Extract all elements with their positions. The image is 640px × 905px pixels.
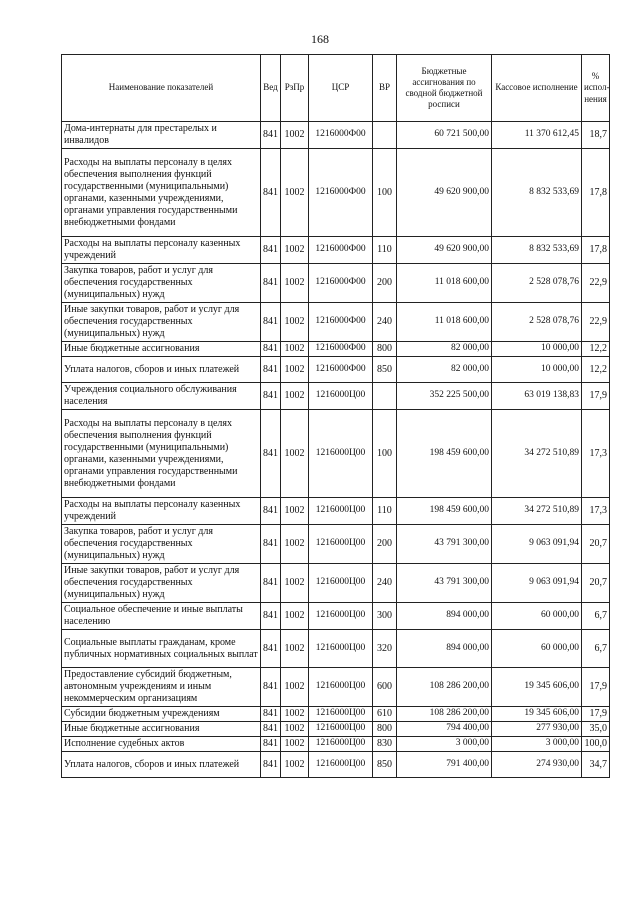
table-row — [62, 264, 610, 303]
cell-rzpr: 1002 — [281, 752, 309, 778]
cell-plan: 49 620 900,00 — [397, 149, 492, 237]
table-row — [62, 752, 610, 778]
cell-vr: 320 — [373, 630, 397, 668]
cell-plan: 60 721 500,00 — [397, 122, 492, 149]
header-vr: ВР — [373, 55, 397, 122]
cell-name: Уплата налогов, сборов и иных платежей — [62, 357, 261, 383]
cell-vr: 240 — [373, 564, 397, 603]
cell-plan: 82 000,00 — [397, 357, 492, 383]
cell-rzpr: 1002 — [281, 564, 309, 603]
cell-ved: 841 — [261, 525, 281, 564]
cell-plan: 791 400,00 — [397, 752, 492, 778]
cell-percent: 17,8 — [582, 149, 610, 237]
cell-ved: 841 — [261, 564, 281, 603]
cell-plan: 3 000,00 — [397, 737, 492, 752]
cell-vr: 300 — [373, 603, 397, 630]
cell-fact: 19 345 606,00 — [492, 668, 582, 707]
cell-plan: 11 018 600,00 — [397, 303, 492, 342]
cell-csr: 1216000Ц00 — [309, 707, 373, 722]
cell-rzpr: 1002 — [281, 498, 309, 525]
cell-percent: 17,9 — [582, 383, 610, 410]
cell-percent: 17,3 — [582, 410, 610, 498]
cell-ved: 841 — [261, 630, 281, 668]
cell-csr: 1216000Ц00 — [309, 525, 373, 564]
table-row — [62, 525, 610, 564]
header-csr: ЦСР — [309, 55, 373, 122]
cell-vr — [373, 122, 397, 149]
cell-ved: 841 — [261, 752, 281, 778]
cell-percent: 22,9 — [582, 303, 610, 342]
header-plan: Бюджетные ассигнования по сводной бюджетной росписи — [397, 55, 492, 122]
cell-name: Социальное обеспечение и иные выплаты населению — [62, 603, 261, 630]
cell-vr: 240 — [373, 303, 397, 342]
table-row — [62, 737, 610, 752]
table-header-row — [62, 55, 610, 122]
cell-rzpr: 1002 — [281, 357, 309, 383]
cell-csr: 1216000Ц00 — [309, 383, 373, 410]
cell-fact: 2 528 078,76 — [492, 264, 582, 303]
cell-csr: 1216000Ц00 — [309, 737, 373, 752]
cell-ved: 841 — [261, 603, 281, 630]
cell-fact: 274 930,00 — [492, 752, 582, 778]
cell-fact: 3 000,00 — [492, 737, 582, 752]
cell-csr: 1216000Ц00 — [309, 564, 373, 603]
cell-percent: 20,7 — [582, 564, 610, 603]
cell-ved: 841 — [261, 668, 281, 707]
cell-vr: 100 — [373, 149, 397, 237]
cell-name: Закупка товаров, работ и услуг для обеспечения государственных (муниципальных) нужд — [62, 525, 261, 564]
cell-vr: 200 — [373, 525, 397, 564]
cell-csr: 1216000Ф00 — [309, 357, 373, 383]
cell-percent: 17,9 — [582, 668, 610, 707]
cell-csr: 1216000Ц00 — [309, 498, 373, 525]
cell-percent: 17,9 — [582, 707, 610, 722]
table-row — [62, 383, 610, 410]
cell-fact: 10 000,00 — [492, 357, 582, 383]
table-row — [62, 668, 610, 707]
cell-percent: 12,2 — [582, 342, 610, 357]
cell-ved: 841 — [261, 149, 281, 237]
cell-csr: 1216000Ц00 — [309, 722, 373, 737]
cell-rzpr: 1002 — [281, 303, 309, 342]
cell-plan: 11 018 600,00 — [397, 264, 492, 303]
cell-plan: 198 459 600,00 — [397, 410, 492, 498]
cell-ved: 841 — [261, 357, 281, 383]
cell-fact: 277 930,00 — [492, 722, 582, 737]
cell-plan: 894 000,00 — [397, 630, 492, 668]
cell-rzpr: 1002 — [281, 383, 309, 410]
header-name: Наименование показателей — [62, 55, 261, 122]
cell-percent: 6,7 — [582, 603, 610, 630]
cell-csr: 1216000Ф00 — [309, 149, 373, 237]
cell-name: Социальные выплаты гражданам, кроме публичных нормативных социальных выплат — [62, 630, 261, 668]
cell-plan: 43 791 300,00 — [397, 564, 492, 603]
cell-name: Субсидии бюджетным учреждениям — [62, 707, 261, 722]
cell-csr: 1216000Ц00 — [309, 410, 373, 498]
cell-fact: 11 370 612,45 — [492, 122, 582, 149]
cell-csr: 1216000Ф00 — [309, 303, 373, 342]
header-ved: Вед — [261, 55, 281, 122]
cell-rzpr: 1002 — [281, 237, 309, 264]
cell-ved: 841 — [261, 383, 281, 410]
cell-rzpr: 1002 — [281, 122, 309, 149]
cell-ved: 841 — [261, 722, 281, 737]
cell-percent: 20,7 — [582, 525, 610, 564]
cell-name: Предоставление субсидий бюджетным, автономным учреждениям и иным некоммерческим организациям — [62, 668, 261, 707]
cell-plan: 108 286 200,00 — [397, 707, 492, 722]
cell-percent: 35,0 — [582, 722, 610, 737]
cell-rzpr: 1002 — [281, 722, 309, 737]
cell-csr: 1216000Ц00 — [309, 603, 373, 630]
cell-name: Иные бюджетные ассигнования — [62, 722, 261, 737]
cell-ved: 841 — [261, 737, 281, 752]
cell-fact: 2 528 078,76 — [492, 303, 582, 342]
cell-csr: 1216000Ф00 — [309, 264, 373, 303]
cell-ved: 841 — [261, 303, 281, 342]
cell-percent: 17,8 — [582, 237, 610, 264]
cell-vr: 800 — [373, 722, 397, 737]
cell-vr: 110 — [373, 237, 397, 264]
cell-rzpr: 1002 — [281, 737, 309, 752]
header-rzpr: РзПр — [281, 55, 309, 122]
table-row — [62, 122, 610, 149]
cell-plan: 894 000,00 — [397, 603, 492, 630]
table-row — [62, 564, 610, 603]
page-number: 168 — [311, 32, 329, 46]
cell-percent: 6,7 — [582, 630, 610, 668]
cell-vr: 610 — [373, 707, 397, 722]
cell-percent: 12,2 — [582, 357, 610, 383]
cell-rzpr: 1002 — [281, 149, 309, 237]
cell-percent: 17,3 — [582, 498, 610, 525]
cell-vr: 850 — [373, 357, 397, 383]
cell-fact: 34 272 510,89 — [492, 410, 582, 498]
table-row — [62, 149, 610, 237]
cell-fact: 34 272 510,89 — [492, 498, 582, 525]
cell-plan: 82 000,00 — [397, 342, 492, 357]
table-row — [62, 603, 610, 630]
cell-fact: 9 063 091,94 — [492, 525, 582, 564]
cell-rzpr: 1002 — [281, 342, 309, 357]
cell-fact: 60 000,00 — [492, 603, 582, 630]
budget-table — [61, 54, 610, 778]
cell-rzpr: 1002 — [281, 707, 309, 722]
cell-ved: 841 — [261, 342, 281, 357]
cell-rzpr: 1002 — [281, 410, 309, 498]
cell-name: Иные закупки товаров, работ и услуг для обеспечения государственных (муниципальных) нужд — [62, 303, 261, 342]
cell-csr: 1216000Ц00 — [309, 668, 373, 707]
cell-percent: 22,9 — [582, 264, 610, 303]
table-row — [62, 342, 610, 357]
table-row — [62, 410, 610, 498]
cell-ved: 841 — [261, 498, 281, 525]
cell-plan: 49 620 900,00 — [397, 237, 492, 264]
cell-percent: 100,0 — [582, 737, 610, 752]
cell-vr: 800 — [373, 342, 397, 357]
cell-csr: 1216000Ц00 — [309, 752, 373, 778]
cell-vr: 100 — [373, 410, 397, 498]
cell-vr — [373, 383, 397, 410]
cell-fact: 8 832 533,69 — [492, 149, 582, 237]
cell-fact: 60 000,00 — [492, 630, 582, 668]
cell-name: Расходы на выплаты персоналу в целях обеспечения выполнения функций государственными (муниципальными) органами, казенными учреждениями, органами управления государственными внебюджетными фондами — [62, 410, 261, 498]
cell-name: Уплата налогов, сборов и иных платежей — [62, 752, 261, 778]
cell-percent: 18,7 — [582, 122, 610, 149]
cell-plan: 794 400,00 — [397, 722, 492, 737]
cell-csr: 1216000Ф00 — [309, 237, 373, 264]
cell-fact: 9 063 091,94 — [492, 564, 582, 603]
cell-plan: 198 459 600,00 — [397, 498, 492, 525]
cell-percent: 34,7 — [582, 752, 610, 778]
cell-name: Расходы на выплаты персоналу казенных учреждений — [62, 237, 261, 264]
cell-plan: 108 286 200,00 — [397, 668, 492, 707]
cell-fact: 10 000,00 — [492, 342, 582, 357]
cell-name: Расходы на выплаты персоналу в целях обеспечения выполнения функций государственными (муниципальными) органами, казенными учреждениями, органами управления государственными внебюджетными фондами — [62, 149, 261, 237]
header-percent: % испол-нения — [582, 55, 610, 122]
table-row — [62, 707, 610, 722]
cell-vr: 830 — [373, 737, 397, 752]
table-row — [62, 357, 610, 383]
table-body — [62, 122, 610, 778]
cell-fact: 19 345 606,00 — [492, 707, 582, 722]
cell-vr: 110 — [373, 498, 397, 525]
table-row — [62, 630, 610, 668]
cell-ved: 841 — [261, 264, 281, 303]
table-row — [62, 498, 610, 525]
cell-fact: 8 832 533,69 — [492, 237, 582, 264]
cell-name: Дома-интернаты для престарелых и инвалидов — [62, 122, 261, 149]
cell-ved: 841 — [261, 237, 281, 264]
cell-name: Исполнение судебных актов — [62, 737, 261, 752]
cell-vr: 850 — [373, 752, 397, 778]
table-row — [62, 237, 610, 264]
cell-rzpr: 1002 — [281, 630, 309, 668]
cell-plan: 352 225 500,00 — [397, 383, 492, 410]
cell-csr: 1216000Ц00 — [309, 630, 373, 668]
cell-rzpr: 1002 — [281, 264, 309, 303]
cell-vr: 200 — [373, 264, 397, 303]
cell-name: Учреждения социального обслуживания населения — [62, 383, 261, 410]
header-fact: Кассовое исполнение — [492, 55, 582, 122]
cell-csr: 1216000Ф00 — [309, 122, 373, 149]
cell-name: Закупка товаров, работ и услуг для обеспечения государственных (муниципальных) нужд — [62, 264, 261, 303]
cell-rzpr: 1002 — [281, 525, 309, 564]
cell-ved: 841 — [261, 122, 281, 149]
cell-rzpr: 1002 — [281, 668, 309, 707]
table-row — [62, 722, 610, 737]
cell-rzpr: 1002 — [281, 603, 309, 630]
cell-csr: 1216000Ф00 — [309, 342, 373, 357]
table-row — [62, 303, 610, 342]
cell-name: Иные закупки товаров, работ и услуг для обеспечения государственных (муниципальных) нужд — [62, 564, 261, 603]
cell-ved: 841 — [261, 410, 281, 498]
cell-fact: 63 019 138,83 — [492, 383, 582, 410]
cell-name: Расходы на выплаты персоналу казенных учреждений — [62, 498, 261, 525]
cell-vr: 600 — [373, 668, 397, 707]
cell-ved: 841 — [261, 707, 281, 722]
cell-name: Иные бюджетные ассигнования — [62, 342, 261, 357]
cell-plan: 43 791 300,00 — [397, 525, 492, 564]
